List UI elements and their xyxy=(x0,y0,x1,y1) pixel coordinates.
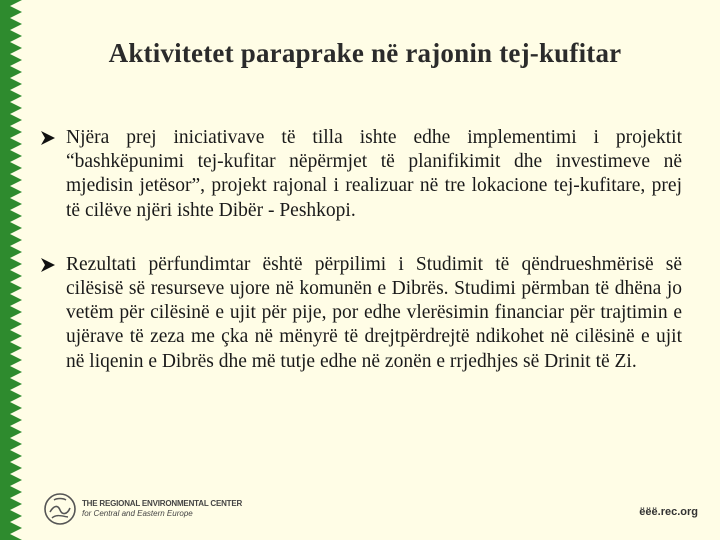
bullet-list xyxy=(40,126,682,374)
slide-title: Aktivitetet paraprake në rajonin tej-kufitar xyxy=(108,38,622,68)
bullet-text: Rezultati përfundimtar është përpilimi i Studimit të qëndrueshmërisë së cilësisë së resurseve ujore në komunën e Dibrës. Studimi përmban të dhëna jo vetëm për cilësinë e ujit për pije, por edhe vlerësimin financiar për trajtimin e ujërave të zeza me çka në mënyrë të drejtpërdrejtë ndikohet në cilësinë e ujit në liqenin e Dibrës dhe më tutje edhe në zonën e rrjedhjes së Drinit të Zi. xyxy=(66,253,682,372)
rec-logo-icon xyxy=(42,490,78,528)
bullet-text: Njëra prej iniciativave të tilla ishte edhe implementimi i projektit “bashkëpunimi tej-kufitar nëpërmjet të planifikimit dhe investimeve në mjedisin jetësor”, projekt rajonal i realizuar në tre lokacione tej-kufitare, prej të cilëve njëri ishte Dibër - Peshkopi. xyxy=(66,127,682,221)
rec-logo xyxy=(42,490,242,528)
footer-url: ëëë.rec.org xyxy=(639,506,698,518)
arrowhead-bullet-icon xyxy=(40,257,56,273)
bullet-item xyxy=(40,253,682,374)
zigzag-border xyxy=(0,0,22,540)
logo-text xyxy=(82,499,242,519)
logo-org-name: THE REGIONAL ENVIRONMENTAL CENTER xyxy=(82,499,243,508)
bullet-item xyxy=(40,126,682,223)
logo-org-subtitle: for Central and Eastern Europe xyxy=(82,509,193,518)
arrowhead-bullet-icon xyxy=(40,130,56,146)
